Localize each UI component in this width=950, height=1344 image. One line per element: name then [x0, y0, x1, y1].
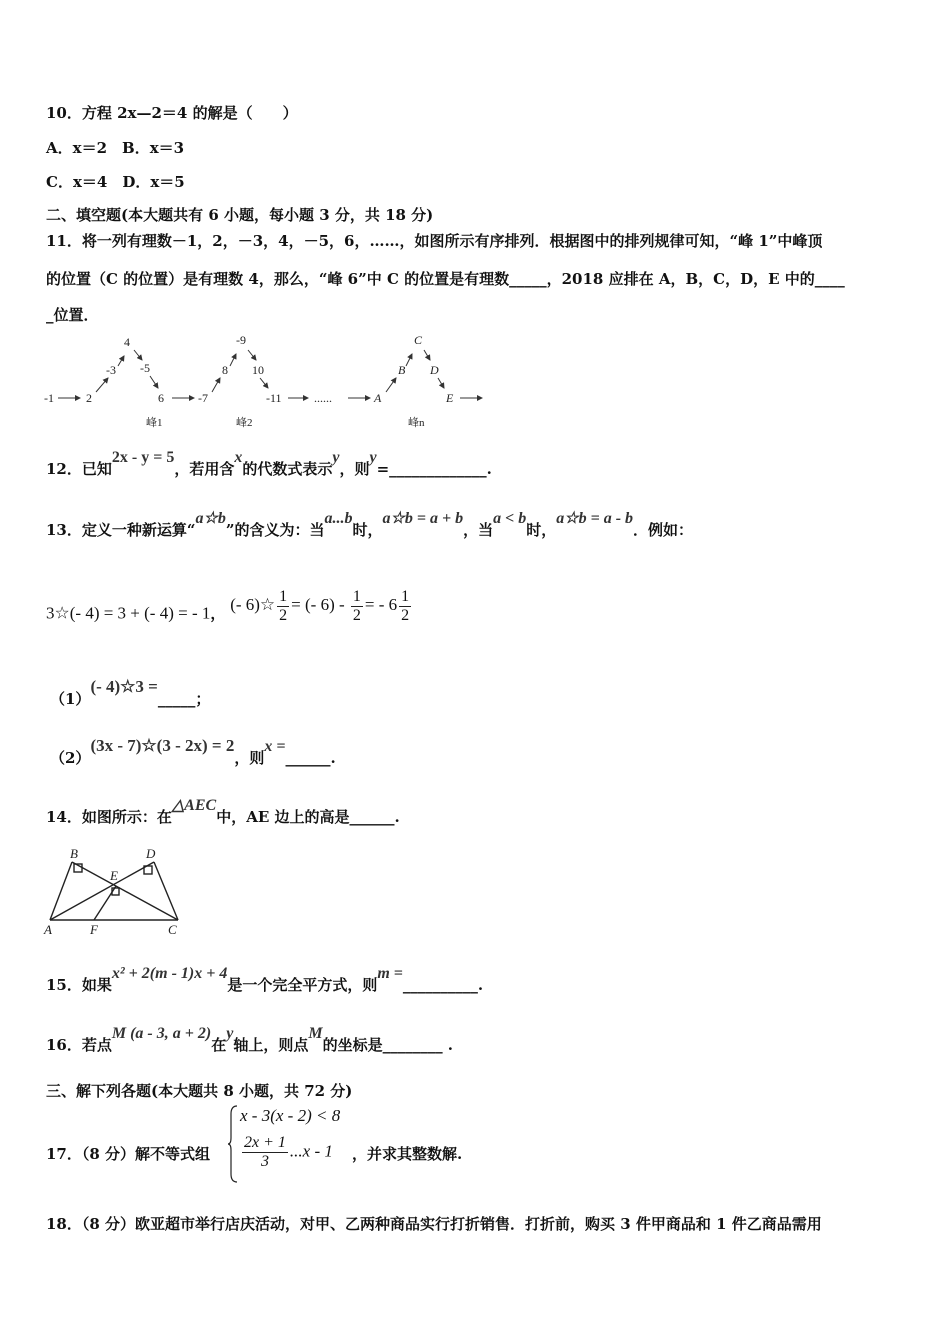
fig-label-6: 6 — [158, 391, 164, 405]
q14-suffix: 中，AE 边上的高是______. — [216, 808, 400, 826]
q17-prefix: 17．（8 分）解不等式组 — [46, 1145, 211, 1163]
q16-mid1: 在 — [211, 1036, 227, 1054]
q11-line2: 的位置（C 的位置）是有理数 4，那么，“峰 6”中 C 的位置是有理数_____，2018 应排在 A，B，C，D，E 中的____ — [46, 270, 845, 288]
q16-axis: y — [226, 1025, 234, 1042]
fig-label-n1: -1 — [44, 391, 54, 405]
fig-label-E: E — [446, 391, 454, 405]
q13-sub2-expr: (3x - 7)☆(3 - 2x) = 2 — [90, 736, 235, 755]
q13-sub1-blank: _____； — [157, 690, 211, 708]
q13-sub1-expr: (- 4)☆3 = — [90, 677, 158, 696]
section-3-heading: 三、解下列各题(本大题共 8 小题，共 72 分) — [46, 1082, 353, 1100]
fraction-one-half: $\frac{1}{2}$ — [279, 588, 288, 624]
q13-sub2-blank: ______. — [285, 749, 336, 767]
q16-line — [46, 1025, 454, 1055]
q13-mid3: ，当 — [463, 521, 494, 539]
fig-label-A: A — [374, 391, 382, 405]
q12-mid: ，若用含 — [174, 460, 235, 478]
fig-label-n7: -7 — [198, 391, 208, 405]
q13-examples — [46, 588, 413, 633]
q14-label-F: F — [90, 922, 98, 937]
q10-options-cd: C．x＝4 D．x＝5 — [46, 173, 185, 191]
section-2-heading: 二、填空题(本大题共有 6 小题，每小题 3 分，共 18 分) — [46, 206, 434, 224]
fig-label-2: 2 — [86, 391, 92, 405]
q14-label-A: A — [44, 922, 52, 937]
q17-ineq2-rest: ...x - 1 — [289, 1141, 333, 1161]
q13-sub2-mid: ，则 — [234, 749, 265, 767]
fig-label-D: D — [430, 363, 439, 377]
fig-label-n9: -9 — [236, 333, 246, 347]
q12-mid2: 的代数式表示 — [242, 460, 333, 478]
q12-mid3: ，则 — [339, 460, 370, 478]
q13-cond1: a...b — [324, 510, 353, 527]
q12-suffix: =_____________. — [376, 460, 492, 478]
fig-caption-peak2: 峰2 — [236, 417, 253, 429]
fig-caption-peakn: 峰n — [408, 417, 425, 429]
fig-label-10: 10 — [252, 363, 264, 377]
q14-label-D: D — [146, 846, 156, 861]
fig-caption-peak1: 峰1 — [146, 417, 163, 429]
q12-line — [46, 449, 492, 479]
q14-triangle-figure — [42, 846, 192, 938]
fig-label-n11: -11 — [266, 391, 282, 405]
q17-suffix: ，并求其整数解. — [352, 1145, 463, 1163]
q13-sub2-label: （2） — [50, 749, 91, 767]
q16-pt: M — [308, 1025, 323, 1042]
q13-example2-c: = - 6 — [364, 595, 398, 615]
q13-example2-a: (- 6)☆ — [230, 595, 276, 615]
q13-example-sep: ， — [210, 604, 226, 623]
q13-cond2: a < b — [493, 510, 527, 527]
q18-text: 18．（8 分）欧亚超市举行店庆活动，对甲、乙两种商品实行打折销售．打折前，购买 3 件甲商品和 1 件乙商品需用 — [46, 1215, 822, 1233]
q13-mid2: 时， — [352, 521, 383, 539]
q13-sub1 — [50, 677, 211, 709]
q13-sub2-var: x = — [264, 738, 286, 755]
q16-prefix: 16．若点 — [46, 1036, 112, 1054]
q11-line3: _位置． — [46, 306, 99, 324]
q13-suffix: ．例如： — [633, 521, 694, 539]
fig-label-ellipsis: ...... — [314, 391, 332, 405]
q14-label-B: B — [70, 846, 78, 861]
q13-mid1: ”的含义为：当 — [225, 521, 325, 539]
fig-label-4: 4 — [124, 335, 130, 349]
fig-label-C: C — [414, 333, 423, 347]
q16-mid2: 轴上，则点 — [233, 1036, 309, 1054]
q10-options-ab: A．x＝2 B．x＝3 — [46, 139, 185, 157]
q13-sub2 — [50, 736, 336, 768]
q14-label-E: E — [110, 868, 118, 883]
fig-label-n5: -5 — [140, 361, 150, 375]
fig-label-n3: -3 — [106, 363, 116, 377]
fig-label-B: B — [398, 363, 406, 377]
q12-var-y2: y — [369, 449, 377, 466]
q13-example2-b: = (- 6) - — [291, 595, 349, 615]
q15-var: m = — [377, 965, 403, 982]
q13-res2: a☆b = a - b — [556, 510, 634, 527]
q15-prefix: 15．如果 — [46, 976, 112, 994]
q10-stem: 10．方程 2x—2＝4 的解是（ ） — [46, 104, 298, 122]
fig-label-8: 8 — [222, 363, 228, 377]
q12-expr: 2x - y = 5 — [111, 449, 175, 466]
fraction-one-half-2: $\frac{1}{2}$ — [352, 588, 361, 624]
brace-icon — [228, 1104, 238, 1184]
q15-expr: x² + 2(m - 1)x + 4 — [111, 965, 228, 982]
q13-res1: a☆b = a + b — [382, 510, 464, 527]
q15-line — [46, 965, 484, 995]
q12-var-x: x — [234, 449, 243, 466]
q17-system — [228, 1104, 358, 1184]
q14-prefix: 14．如图所示：在 — [46, 808, 172, 826]
q16-point: M (a - 3, a + 2) — [111, 1025, 212, 1042]
q17-ineq1: x - 3(x - 2) < 8 — [240, 1106, 341, 1125]
q17-ineq2-fraction: $\frac{2x + 1}{3}$ — [244, 1134, 286, 1170]
q14-triangle: △AEC — [171, 797, 217, 814]
q15-mid: 是一个完全平方式，则 — [227, 976, 378, 994]
q15-suffix: __________. — [402, 976, 484, 994]
q11-peak-figure — [44, 330, 504, 430]
q13-line — [46, 510, 694, 540]
q13-prefix: 13．定义一种新运算“ — [46, 521, 196, 539]
q12-var-y: y — [332, 449, 340, 466]
q16-suffix: 的坐标是________ . — [322, 1036, 454, 1054]
q13-mid4: 时， — [526, 521, 557, 539]
q12-prefix: 12．已知 — [46, 460, 112, 478]
q14-label-C: C — [168, 922, 177, 937]
q11-line1: 11．将一列有理数－1，2，－3，4，－5，6，……，如图所示有序排列．根据图中的排列规律可知，“峰 1”中峰顶 — [46, 232, 823, 250]
q13-sub1-label: （1） — [50, 690, 91, 708]
fraction-one-half-3: $\frac{1}{2}$ — [401, 588, 410, 624]
q14-line — [46, 797, 400, 827]
q13-example1: 3☆(- 4) = 3 + (- 4) = - 1 — [46, 603, 211, 623]
q13-op: a☆b — [195, 510, 226, 527]
